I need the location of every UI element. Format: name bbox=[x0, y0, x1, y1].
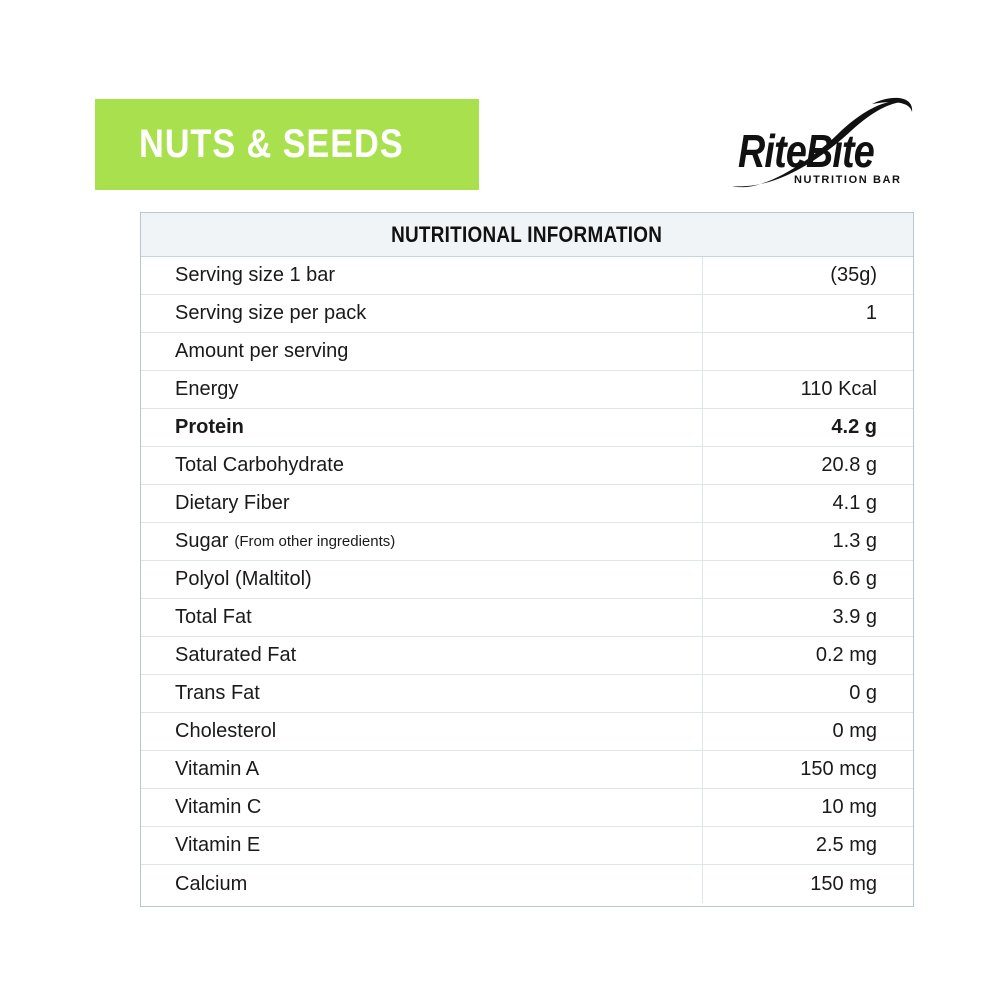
nutrient-label-cell bbox=[141, 371, 703, 408]
nutrient-value-cell bbox=[703, 409, 913, 446]
nutrient-value-cell bbox=[703, 637, 913, 674]
nutrient-value-cell bbox=[703, 789, 913, 826]
nutrient-label-cell bbox=[141, 827, 703, 864]
nutrient-value-cell bbox=[703, 827, 913, 864]
table-row bbox=[141, 561, 913, 599]
nutrient-value: 4.2 g bbox=[831, 416, 877, 438]
nutrient-value: 4.1 g bbox=[832, 492, 877, 514]
table-row bbox=[141, 257, 913, 295]
nutrient-value: 0 mg bbox=[832, 720, 877, 742]
table-row bbox=[141, 637, 913, 675]
nutrient-label: Total Fat bbox=[175, 606, 252, 628]
table-row bbox=[141, 827, 913, 865]
category-banner bbox=[95, 99, 479, 190]
nutrient-value-cell bbox=[703, 333, 913, 370]
nutrient-value: 1 bbox=[865, 302, 877, 324]
table-row bbox=[141, 865, 913, 903]
nutrient-label-cell bbox=[141, 295, 703, 332]
nutrient-value: 0.2 mg bbox=[815, 644, 877, 666]
nutrient-value: 2.5 mg bbox=[815, 834, 877, 856]
table-row bbox=[141, 713, 913, 751]
nutrient-label: Trans Fat bbox=[175, 682, 260, 704]
nutrient-value-cell bbox=[703, 561, 913, 598]
table-title: NUTRITIONAL INFORMATION bbox=[391, 221, 663, 247]
nutrient-value: 6.6 g bbox=[832, 568, 877, 590]
nutrient-value-cell bbox=[703, 523, 913, 560]
nutrient-label-cell bbox=[141, 599, 703, 636]
nutrient-value-cell bbox=[703, 447, 913, 484]
nutrient-label-cell bbox=[141, 447, 703, 484]
nutrient-label-cell bbox=[141, 865, 703, 903]
nutrient-value-cell bbox=[703, 371, 913, 408]
logo-subtitle: NUTRITION BAR bbox=[794, 174, 902, 186]
table-row bbox=[141, 523, 913, 561]
category-title: NUTS & SEEDS bbox=[139, 122, 404, 166]
nutrient-label-cell bbox=[141, 523, 703, 560]
table-row bbox=[141, 371, 913, 409]
nutrient-value-cell bbox=[703, 675, 913, 712]
nutrient-value: 20.8 g bbox=[821, 454, 877, 476]
nutrient-label: Vitamin E bbox=[175, 834, 261, 856]
nutrient-value: 1.3 g bbox=[832, 530, 877, 552]
nutrient-value: 0 g bbox=[849, 682, 877, 704]
table-header bbox=[141, 213, 913, 257]
table-row bbox=[141, 599, 913, 637]
nutrient-label: Serving size per pack bbox=[175, 302, 367, 324]
nutrient-value: 150 mcg bbox=[800, 758, 877, 780]
nutrient-label-cell bbox=[141, 751, 703, 788]
nutrient-label-cell bbox=[141, 789, 703, 826]
ritebite-logo bbox=[722, 90, 922, 200]
nutrient-label-cell bbox=[141, 409, 703, 446]
table-row bbox=[141, 675, 913, 713]
nutrition-table bbox=[140, 212, 914, 907]
nutrient-label: Energy bbox=[175, 378, 239, 400]
nutrient-label: Polyol (Maltitol) bbox=[175, 568, 312, 590]
nutrient-label: Dietary Fiber bbox=[175, 492, 290, 514]
nutrient-label: Saturated Fat bbox=[175, 644, 297, 666]
table-row bbox=[141, 447, 913, 485]
table-row bbox=[141, 295, 913, 333]
nutrient-note: (From other ingredients) bbox=[234, 533, 396, 550]
nutrient-value-cell bbox=[703, 713, 913, 750]
nutrient-label: Vitamin C bbox=[175, 796, 262, 818]
table-row bbox=[141, 485, 913, 523]
nutrient-value: 3.9 g bbox=[832, 606, 877, 628]
table-row bbox=[141, 789, 913, 827]
nutrient-label: Cholesterol bbox=[175, 720, 277, 742]
nutrient-value-cell bbox=[703, 865, 913, 903]
nutrient-value-cell bbox=[703, 295, 913, 332]
nutrient-label-cell bbox=[141, 637, 703, 674]
nutrient-label-cell bbox=[141, 485, 703, 522]
nutrient-value-cell bbox=[703, 599, 913, 636]
nutrient-label-cell bbox=[141, 675, 703, 712]
nutrient-value-cell bbox=[703, 751, 913, 788]
nutrient-label-cell bbox=[141, 257, 703, 294]
nutrient-label: Calcium bbox=[175, 872, 248, 895]
nutrient-value: 110 Kcal bbox=[800, 378, 877, 400]
nutrient-label-cell bbox=[141, 561, 703, 598]
nutrient-label: Sugar bbox=[175, 530, 229, 552]
nutrient-label: Protein bbox=[175, 416, 244, 438]
nutrient-label: Amount per serving bbox=[175, 340, 349, 362]
nutrient-label-cell bbox=[141, 713, 703, 750]
nutrient-label-cell bbox=[141, 333, 703, 370]
nutrient-value: 150 mg bbox=[810, 872, 877, 895]
table-row bbox=[141, 751, 913, 789]
table-row bbox=[141, 333, 913, 371]
nutrient-label: Total Carbohydrate bbox=[175, 454, 344, 476]
nutrient-label: Vitamin A bbox=[175, 758, 260, 780]
table-row bbox=[141, 409, 913, 447]
nutrient-value: 10 mg bbox=[821, 796, 877, 818]
logo-wordmark: RiteBite bbox=[738, 125, 874, 177]
nutrient-value-cell bbox=[703, 485, 913, 522]
nutrient-value: (35g) bbox=[830, 264, 877, 286]
nutrient-label: Serving size 1 bar bbox=[175, 264, 336, 286]
nutrient-value-cell bbox=[703, 257, 913, 294]
